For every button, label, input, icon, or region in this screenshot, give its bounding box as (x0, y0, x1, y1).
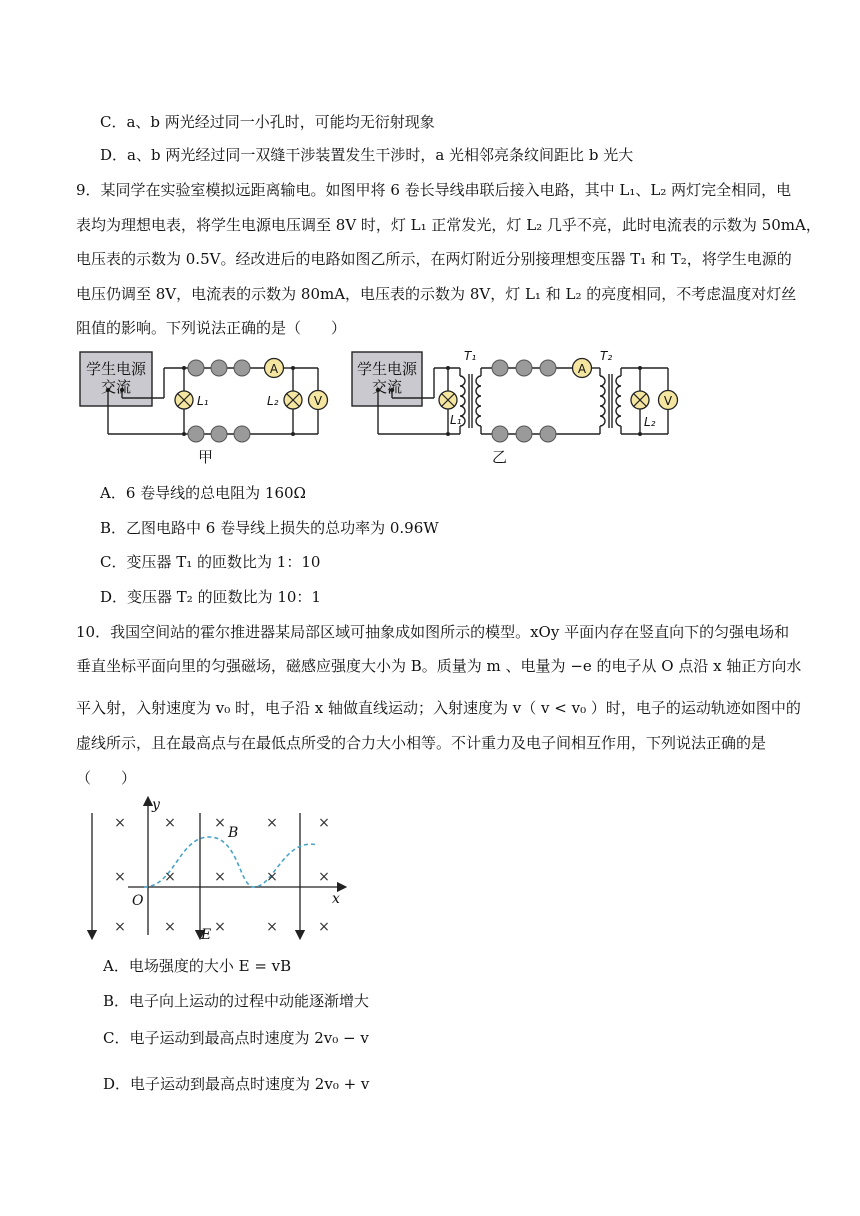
q9-option-a: A．6 卷导线的总电阻为 160Ω (100, 484, 306, 502)
magnetic-cross-icon: × (214, 869, 226, 885)
q10-stem-line-4: 虚线所示，且在最高点与在最低点所受的合力大小相等。不计重力及电子间相互作用，下列说法正确的是 (76, 734, 767, 752)
lamp-icon (439, 391, 457, 409)
q9-option-b: B．乙图电路中 6 卷导线上损失的总功率为 0.96W (100, 519, 439, 537)
magnetic-cross-icon: × (266, 869, 278, 885)
magnetic-cross-icon: × (318, 919, 330, 935)
caption-yi: 乙 (492, 448, 508, 466)
magnetic-cross-icon: × (266, 815, 278, 831)
y-axis-label: y (152, 797, 160, 813)
power-label-2: 交流 (100, 378, 132, 396)
x-axis-label: x (332, 891, 340, 907)
magnetic-cross-icon: × (164, 869, 176, 885)
q10-option-a: A．电场强度的大小 E = vB (103, 957, 292, 975)
q10-stem-line-5: （ ） (76, 769, 137, 787)
magnetic-cross-icon: × (114, 815, 126, 831)
ammeter-jia-label: A (269, 362, 279, 376)
magnetic-cross-icon: × (114, 869, 126, 885)
ammeter-yi-label: A (577, 362, 587, 376)
q9-stem-line-2: 表均为理想电表，将学生电源电压调至 8V 时，灯 L₁ 正常发光，灯 L₂ 几乎不亮，此时电流表的示数为 50mA， (76, 216, 821, 234)
q10-option-b: B．电子向上运动的过程中动能逐渐增大 (103, 992, 370, 1010)
magnetic-cross-icon: × (318, 815, 330, 831)
magnetic-cross-icon: × (164, 815, 176, 831)
q10-stem-line-2: 垂直坐标平面向里的匀强磁场，磁感应强度大小为 B。质量为 m 、电量为 −e 的电子从 O 点沿 x 轴正方向水 (76, 657, 802, 675)
q9-stem-line-1: 9．某同学在实验室模拟远距离输电。如图甲将 6 卷长导线串联后接入电路，其中 L₁、L₂ 两灯完全相同，电 (76, 181, 792, 199)
power-label-2-yi: 交流 (371, 378, 403, 396)
q9-stem-line-5: 阻值的影响。下列说法正确的是（ ） (76, 319, 347, 337)
q9-option-d: D．变压器 T₂ 的匝数比为 10：1 (100, 588, 321, 606)
q8-option-d: D．a、b 两光经过同一双缝干涉装置发生干涉时，a 光相邻亮条纹间距比 b 光大 (100, 146, 634, 164)
q8-option-c: C．a、b 两光经过同一小孔时，可能均无衍射现象 (100, 113, 435, 131)
origin-label: O (132, 893, 144, 909)
circuit-diagram-jia (78, 348, 338, 468)
caption-jia: 甲 (198, 448, 214, 466)
lamp-icon (175, 391, 193, 409)
magnetic-cross-icon: × (214, 815, 226, 831)
field-diagram (84, 795, 354, 945)
q10-option-d: D．电子运动到最高点时速度为 2v₀ + v (103, 1075, 370, 1093)
q10-stem-line-1: 10．我国空间站的霍尔推进器某局部区域可抽象成如图所示的模型。xOy 平面内存在竖直向下的匀强电场和 (76, 623, 790, 641)
circuit-diagram-yi (350, 348, 690, 468)
transformer-t1-label: T₁ (464, 349, 477, 363)
magnetic-cross-icon: × (318, 869, 330, 885)
voltmeter-yi-label: V (663, 394, 673, 408)
lamp-l2-label-yi: L₂ (644, 415, 656, 429)
q10-option-c: C．电子运动到最高点时速度为 2v₀ − v (103, 1029, 369, 1047)
magnetic-cross-icon: × (164, 919, 176, 935)
b-field-label: B (228, 825, 239, 841)
lamp-l1-label-yi: L₁ (450, 413, 462, 427)
transformer-t2-label: T₂ (600, 349, 613, 363)
e-field-label: E (201, 927, 212, 943)
magnetic-cross-icon: × (114, 919, 126, 935)
lamp-l2-label-jia: L₂ (267, 394, 279, 408)
voltmeter-jia-label: V (313, 394, 323, 408)
q9-stem-line-3: 电压表的示数为 0.5V。经改进后的电路如图乙所示，在两灯附近分别接理想变压器 T₁ 和 T₂，将学生电源的 (76, 250, 792, 268)
power-label-1: 学生电源 (85, 360, 147, 378)
lamp-icon (631, 391, 649, 409)
q10-stem-line-3: 平入射，入射速度为 v₀ 时，电子沿 x 轴做直线运动；入射速度为 v（ v < v₀ ）时，电子的运动轨迹如图中的 (76, 699, 801, 717)
lamp-icon (284, 391, 302, 409)
q9-stem-line-4: 电压仍调至 8V，电流表的示数为 80mA，电压表的示数为 8V，灯 L₁ 和 L₂ 的亮度相同，不考虑温度对灯丝 (76, 285, 797, 303)
power-label-1-yi: 学生电源 (356, 360, 418, 378)
magnetic-cross-icon: × (266, 919, 278, 935)
q9-option-c: C．变压器 T₁ 的匝数比为 1：10 (100, 553, 321, 571)
magnetic-cross-icon: × (214, 919, 226, 935)
lamp-l1-label-jia: L₁ (197, 394, 209, 408)
